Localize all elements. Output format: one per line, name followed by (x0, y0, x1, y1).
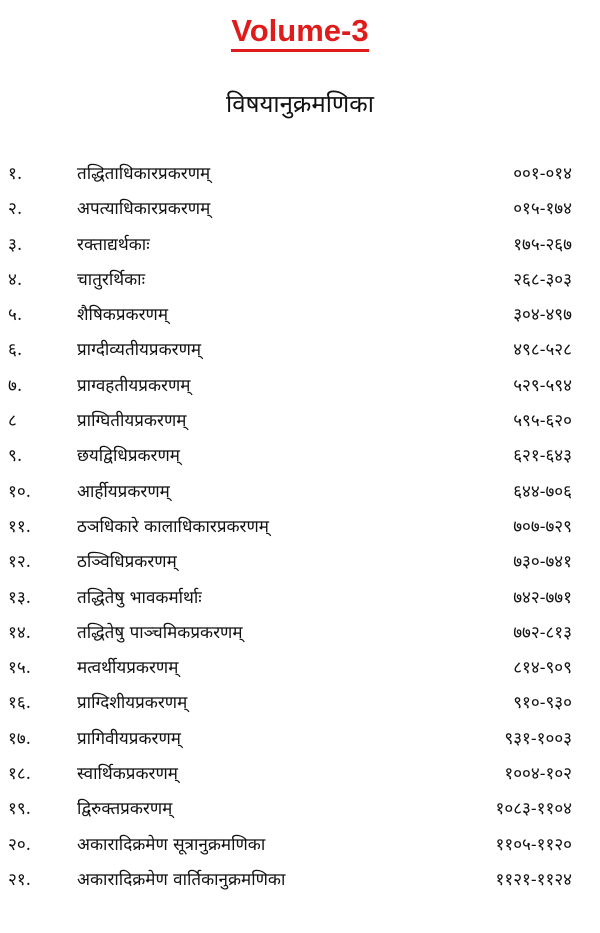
toc-row (0, 157, 600, 192)
toc-pages: ९१०-९३० (513, 693, 572, 714)
toc-number: १७. (8, 728, 32, 749)
toc-row (0, 263, 600, 298)
toc-row (0, 439, 600, 474)
toc-title: चातुरर्थिकाः (77, 269, 145, 290)
toc-number: ४. (8, 269, 23, 290)
toc-row (0, 792, 600, 827)
toc-row (0, 369, 600, 404)
toc-row (0, 686, 600, 721)
toc-pages: ५२९-५९४ (513, 375, 572, 396)
toc-pages: ४९८-५२८ (513, 340, 572, 361)
toc-pages: ८१४-९०९ (513, 658, 572, 679)
toc-title: शैषिकप्रकरणम् (77, 305, 168, 326)
toc-number: १२. (8, 552, 32, 573)
toc-title: तद्धितेषु पाञ्चमिकप्रकरणम् (77, 622, 243, 643)
toc-row (0, 475, 600, 510)
toc-number: १५. (8, 658, 32, 679)
toc-row (0, 545, 600, 580)
toc-title: स्वार्थिकप्रकरणम् (77, 764, 178, 785)
toc-title: प्राग्वहतीयप्रकरणम् (77, 375, 191, 396)
toc-number: ९. (8, 446, 23, 467)
toc-row (0, 333, 600, 368)
toc-row (0, 192, 600, 227)
toc-number: २१. (8, 869, 32, 890)
toc-row (0, 228, 600, 263)
toc-number: २. (8, 199, 23, 220)
toc-pages: ६२१-६४३ (513, 446, 572, 467)
toc-title: अकारादिक्रमेण वार्तिकानुक्रमणिका (77, 869, 286, 890)
toc-title: आर्हीयप्रकरणम् (77, 481, 170, 502)
toc-pages: ०१५-१७४ (513, 199, 572, 220)
toc-pages: ११२१-११२४ (495, 869, 572, 890)
toc-pages: ७७२-८१३ (513, 622, 572, 643)
toc-title: प्राग्दिशीयप्रकरणम् (77, 693, 188, 714)
toc-pages: ६४४-७०६ (513, 481, 572, 502)
toc-number: १६. (8, 693, 32, 714)
toc-number: १०. (8, 481, 32, 502)
toc-title: छयद्विधिप्रकरणम् (77, 446, 180, 467)
toc-title: प्राग्दीव्यतीयप्रकरणम् (77, 340, 202, 361)
toc-pages: १७५-२६७ (513, 234, 572, 255)
toc-pages: १०८३-११०४ (495, 799, 572, 820)
contents-heading: विषयानुक्रमणिका (226, 90, 374, 118)
toc-row (0, 722, 600, 757)
toc-row (0, 581, 600, 616)
toc-title: द्विरुक्तप्रकरणम् (77, 799, 173, 820)
toc-pages: १००४-१०२ (504, 764, 572, 785)
toc-pages: ५९५-६२० (513, 411, 572, 432)
toc-row (0, 298, 600, 333)
toc-title: अकारादिक्रमेण सूत्रानुक्रमणिका (77, 834, 266, 855)
toc-title: मत्वर्थीयप्रकरणम् (77, 658, 179, 679)
toc-title: प्रागिवीयप्रकरणम् (77, 728, 181, 749)
toc-number: ३. (8, 234, 23, 255)
toc-title: ठञ्विधिप्रकरणम् (77, 552, 177, 573)
toc-row (0, 616, 600, 651)
toc-title: तद्धिताधिकारप्रकरणम् (77, 164, 211, 184)
toc-row (0, 651, 600, 686)
volume-label-text: Volume-3 (231, 13, 368, 52)
toc-pages: ७३०-७४१ (513, 552, 572, 573)
toc-row (0, 404, 600, 439)
toc-number: ७. (8, 375, 23, 396)
toc-row (0, 863, 600, 898)
toc-number: १८. (8, 764, 32, 785)
toc-title: प्राग्घितीयप्रकरणम् (77, 411, 187, 432)
toc-title: अपत्याधिकारप्रकरणम् (77, 199, 211, 220)
toc-row (0, 510, 600, 545)
toc-pages: ७०७-७२९ (513, 516, 572, 537)
toc-number: ८ (8, 411, 17, 432)
toc-row (0, 757, 600, 792)
toc-number: १३. (8, 587, 32, 608)
table-of-contents (0, 157, 600, 898)
toc-title: रक्ताद्यर्थकाः (77, 234, 150, 255)
toc-pages: ७४२-७७१ (513, 587, 572, 608)
toc-number: १९. (8, 799, 32, 820)
toc-pages: ३०४-४९७ (513, 305, 572, 326)
toc-row (0, 828, 600, 863)
toc-number: ६. (8, 340, 23, 361)
toc-title: ठञधिकारे कालाधिकारप्रकरणम् (77, 516, 269, 537)
toc-pages: ११०५-११२० (495, 834, 572, 855)
toc-title: तद्धितेषु भावकर्मार्थाः (77, 587, 202, 608)
toc-number: १४. (8, 622, 32, 643)
toc-number: १. (8, 164, 23, 184)
toc-pages: २६८-३०३ (513, 269, 572, 290)
toc-number: ११. (8, 516, 32, 537)
toc-pages: ००१-०१४ (513, 164, 572, 184)
toc-number: २०. (8, 834, 32, 855)
toc-number: ५. (8, 305, 23, 326)
volume-label (0, 12, 600, 50)
toc-pages: ९३१-१००३ (504, 728, 572, 749)
